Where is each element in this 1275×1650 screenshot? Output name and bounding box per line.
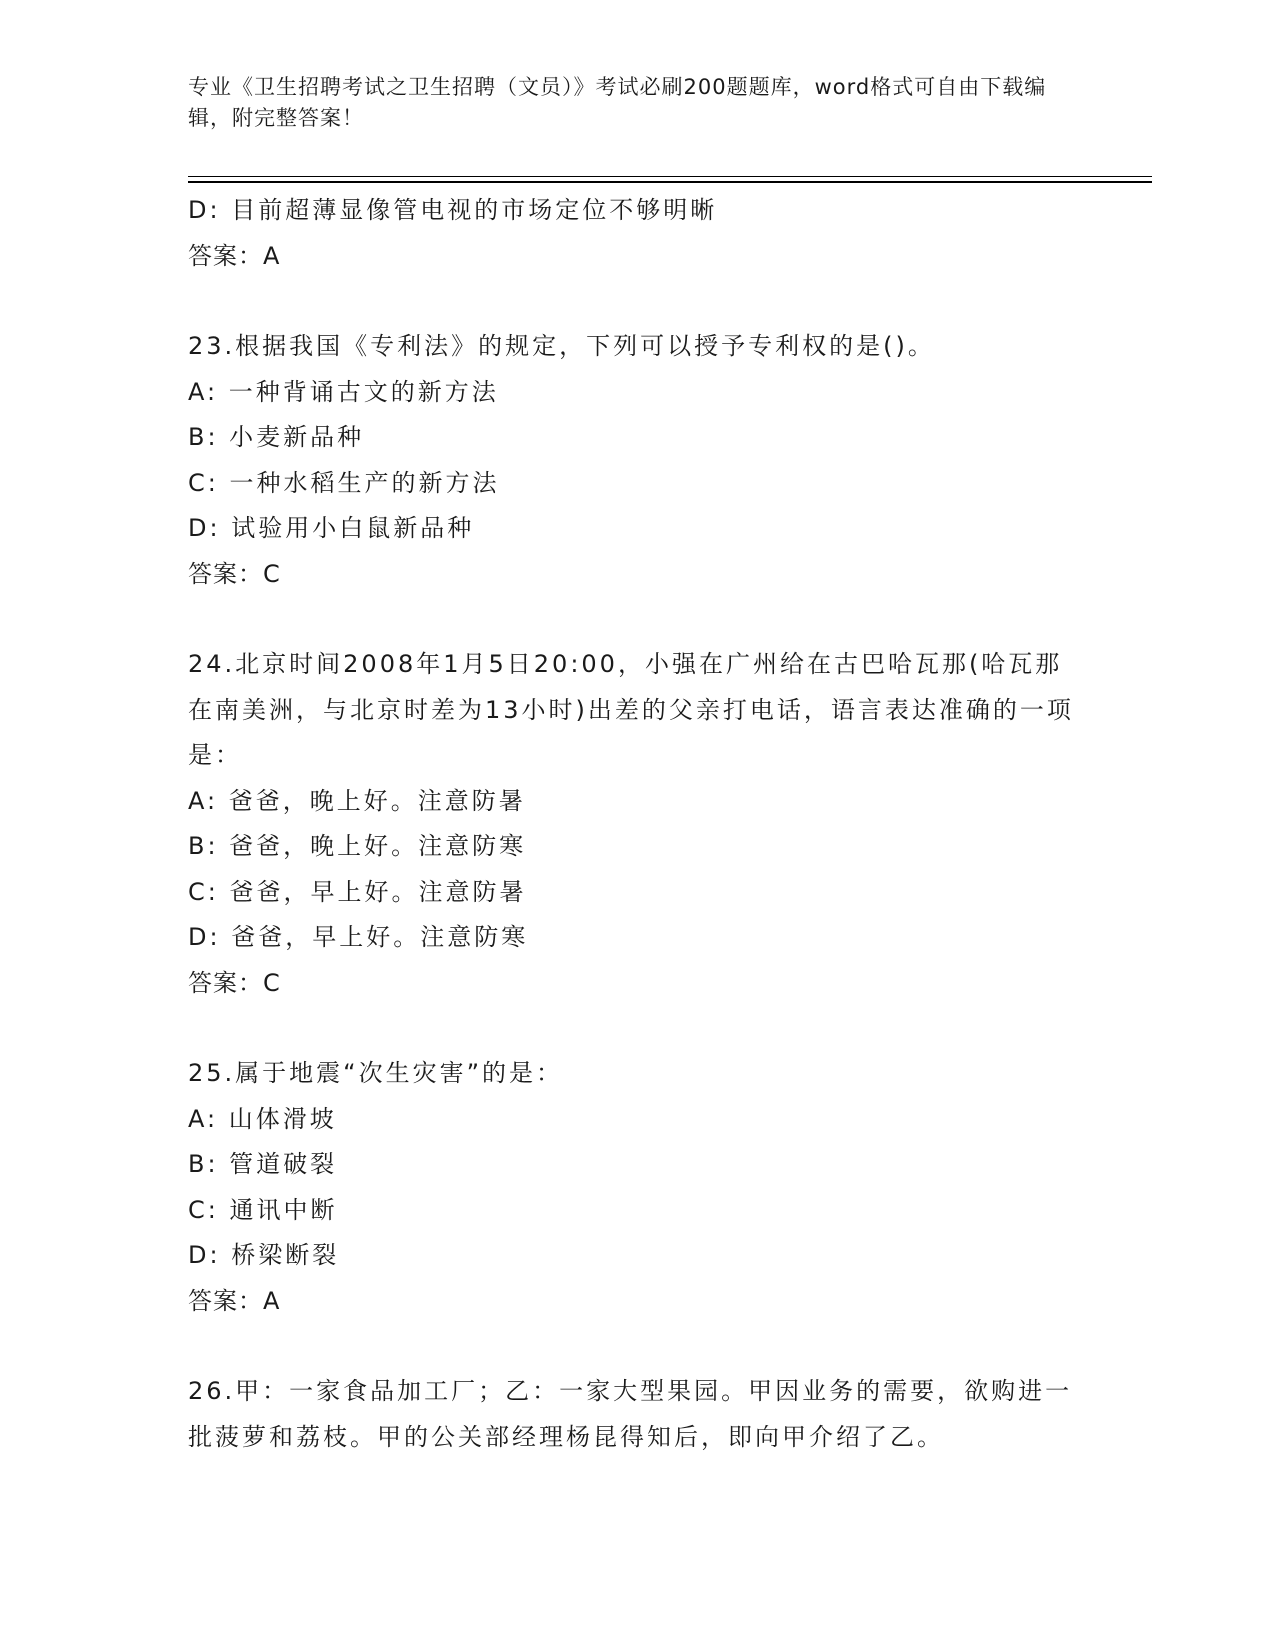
question-26 — [188, 1369, 1088, 1460]
question-text: 26.甲：一家食品加工厂；乙：一家大型果园。甲因业务的需要，欲购进一批菠萝和荔枝。甲的公关部经理杨昆得知后，即向甲介绍了乙。 — [188, 1377, 1073, 1451]
answer-line: 答案：A — [188, 1286, 281, 1315]
answer-line: 答案：C — [188, 559, 281, 588]
option-a: A: 一种背诵古文的新方法 — [188, 377, 499, 406]
option-c: C: 通讯中断 — [188, 1195, 338, 1224]
option-d: D: 爸爸，早上好。注意防寒 — [188, 923, 529, 951]
option-a: A: 山体滑坡 — [188, 1104, 337, 1133]
option-d: D: 桥梁断裂 — [188, 1241, 340, 1269]
option-c: C: 爸爸，早上好。注意防暑 — [188, 877, 527, 906]
question-text: 25.属于地震“次生灾害”的是： — [188, 1059, 564, 1087]
previous-question-tail — [188, 188, 1088, 279]
document-header: 专业《卫生招聘考试之卫生招聘（文员）》考试必刷200题题库，word格式可自由下载编辑，附完整答案！ — [188, 75, 1047, 130]
question-25 — [188, 1051, 1088, 1324]
option-d: D: 目前超薄显像管电视的市场定位不够明晰 — [188, 196, 718, 224]
option-b: B: 管道破裂 — [188, 1150, 338, 1178]
question-23 — [188, 324, 1088, 597]
option-c: C: 一种水稻生产的新方法 — [188, 468, 500, 497]
answer-line: 答案：A — [188, 241, 281, 270]
option-b: B: 小麦新品种 — [188, 423, 365, 451]
document-body — [188, 188, 1088, 1460]
option-a: A: 爸爸，晚上好。注意防暑 — [188, 786, 526, 815]
question-text: 24.北京时间2008年1月5日20:00，小强在广州给在古巴哈瓦那(哈瓦那在南美洲，与北京时差为13小时)出差的父亲打电话，语言表达准确的一项是： — [188, 650, 1074, 769]
header-rule-thin — [188, 176, 1152, 177]
option-d: D: 试验用小白鼠新品种 — [188, 514, 475, 542]
question-text: 23.根据我国《专利法》的规定，下列可以授予专利权的是()。 — [188, 332, 935, 360]
option-b: B: 爸爸，晚上好。注意防寒 — [188, 832, 527, 860]
question-24 — [188, 642, 1088, 1006]
header-rule-thick — [188, 181, 1152, 183]
answer-line: 答案：C — [188, 968, 281, 997]
